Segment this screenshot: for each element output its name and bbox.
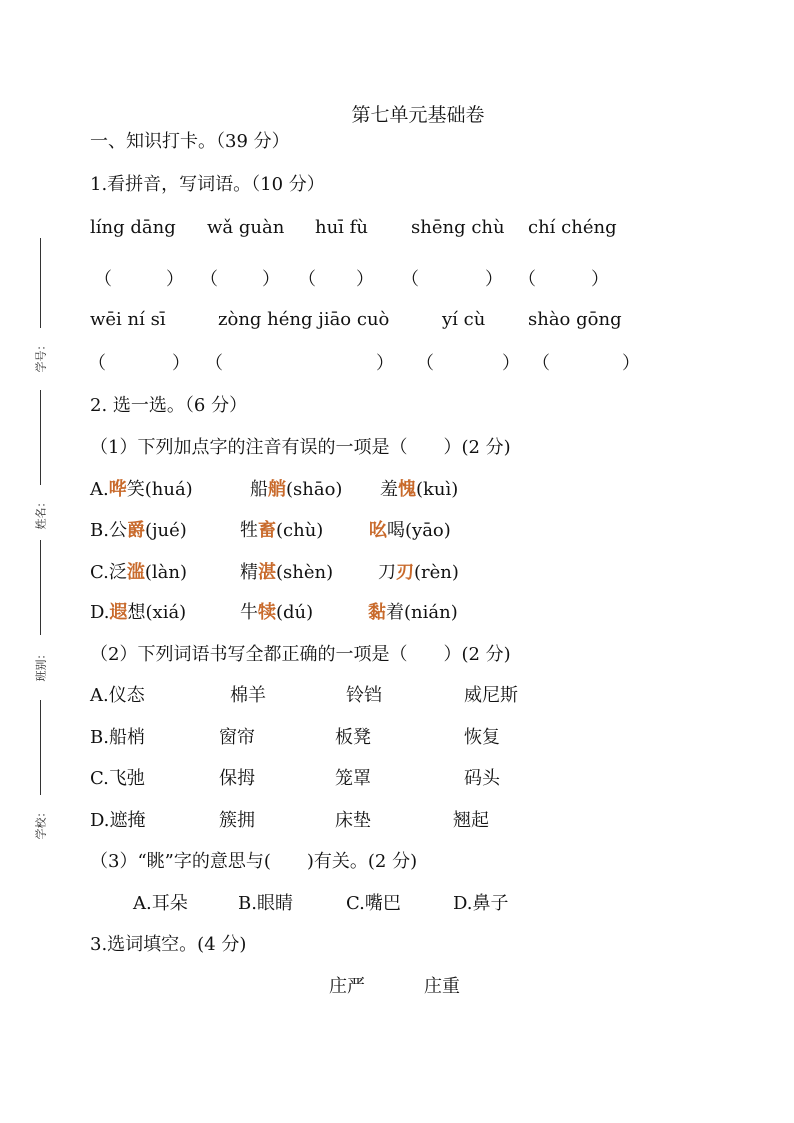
- word-option: 翘起: [453, 810, 489, 831]
- word-option: D.遮掩: [90, 810, 146, 831]
- binding-line-4: [40, 700, 41, 795]
- name-label: 姓名：: [34, 496, 48, 530]
- choice-option: A.耳朵: [133, 893, 188, 914]
- answer-paren: （: [532, 353, 550, 374]
- answer-paren: （: [88, 353, 106, 374]
- school-label: 学校：: [34, 806, 48, 840]
- answer-paren: （: [518, 269, 536, 290]
- word-option: 棉羊: [230, 685, 266, 706]
- answer-paren: （: [200, 269, 218, 290]
- binding-line-1: [40, 238, 41, 328]
- option-d-3: 黏着(nián): [368, 602, 458, 623]
- option-d-2: 牛犊(dú): [240, 602, 314, 623]
- pinyin-5: chí chéng: [528, 217, 617, 238]
- answer-paren: ）: [356, 269, 374, 290]
- answer-paren: ）: [262, 269, 280, 290]
- answer-paren: ）: [172, 353, 190, 374]
- pinyin-6: wēi ní sī: [90, 309, 166, 330]
- answer-paren: （: [94, 269, 112, 290]
- word-option: 码头: [464, 768, 500, 789]
- answer-paren: （: [298, 269, 316, 290]
- option-b-1: B.公爵(jué): [90, 520, 187, 541]
- pinyin-3: huī fù: [315, 217, 368, 238]
- pinyin-9: shào gōng: [528, 309, 622, 330]
- answer-paren: ）: [622, 353, 640, 374]
- pinyin-1: líng dāng: [90, 217, 176, 238]
- class-label: 班别：: [34, 648, 48, 682]
- choice-option: B.眼睛: [238, 893, 293, 914]
- student-number-label: 学号：: [34, 339, 48, 373]
- word-option: A.仪态: [90, 685, 145, 706]
- answer-paren: ）: [376, 353, 394, 374]
- q3-heading: 3.选词填空。(4 分): [90, 934, 247, 955]
- option-a-3: 羞愧(kuì): [380, 479, 459, 500]
- answer-paren: ）: [502, 353, 520, 374]
- page-title: 第七单元基础卷: [351, 104, 485, 126]
- q2-sub3: （3）“眺”字的意思与( )有关。(2 分): [90, 851, 418, 872]
- binding-line-3: [40, 540, 41, 635]
- q2-sub2: （2）下列词语书写全都正确的一项是（ ）(2 分): [90, 644, 511, 665]
- section-heading: 一、知识打卡。（39 分）: [90, 131, 290, 152]
- option-a-1: A.哗笑(huá): [90, 479, 193, 500]
- word-option: 簇拥: [219, 810, 255, 831]
- option-c-3: 刀刃(rèn): [378, 562, 459, 583]
- word-option: 笼罩: [335, 768, 371, 789]
- answer-paren: ）: [485, 269, 503, 290]
- option-c-1: C.泛滥(làn): [90, 562, 187, 583]
- answer-paren: （: [205, 353, 223, 374]
- word-option: 窗帘: [219, 727, 255, 748]
- word-option: 床垫: [335, 810, 371, 831]
- pinyin-7: zòng héng jiāo cuò: [218, 309, 390, 330]
- q2-sub1: （1）下列加点字的注音有误的一项是（ ）(2 分): [90, 437, 511, 458]
- answer-paren: （: [416, 353, 434, 374]
- word-option: 铃铛: [346, 685, 382, 706]
- word-option: 恢复: [464, 727, 500, 748]
- word-option: B.船梢: [90, 727, 145, 748]
- binding-line-2: [40, 390, 41, 485]
- option-d-1: D.遐想(xiá): [90, 602, 187, 623]
- option-b-2: 牲畜(chù): [240, 520, 324, 541]
- q1-heading: 1.看拼音，写词语。（10 分）: [90, 174, 325, 195]
- pinyin-8: yí cù: [442, 309, 486, 330]
- word-option: 板凳: [335, 727, 371, 748]
- option-b-3: 吆喝(yāo): [369, 520, 451, 541]
- answer-paren: ）: [166, 269, 184, 290]
- word-choice: 庄严: [329, 976, 365, 997]
- word-choice: 庄重: [424, 976, 460, 997]
- option-a-2: 船艄(shāo): [250, 479, 343, 500]
- word-option: 威尼斯: [464, 685, 518, 706]
- answer-paren: ）: [591, 269, 609, 290]
- choice-option: D.鼻子: [453, 893, 509, 914]
- word-option: C.飞弛: [90, 768, 145, 789]
- pinyin-4: shēng chù: [411, 217, 505, 238]
- pinyin-2: wǎ guàn: [207, 217, 285, 238]
- choice-option: C.嘴巴: [346, 893, 401, 914]
- word-option: 保拇: [219, 768, 255, 789]
- q2-heading: 2. 选一选。（6 分）: [90, 395, 248, 416]
- option-c-2: 精湛(shèn): [240, 562, 334, 583]
- answer-paren: （: [401, 269, 419, 290]
